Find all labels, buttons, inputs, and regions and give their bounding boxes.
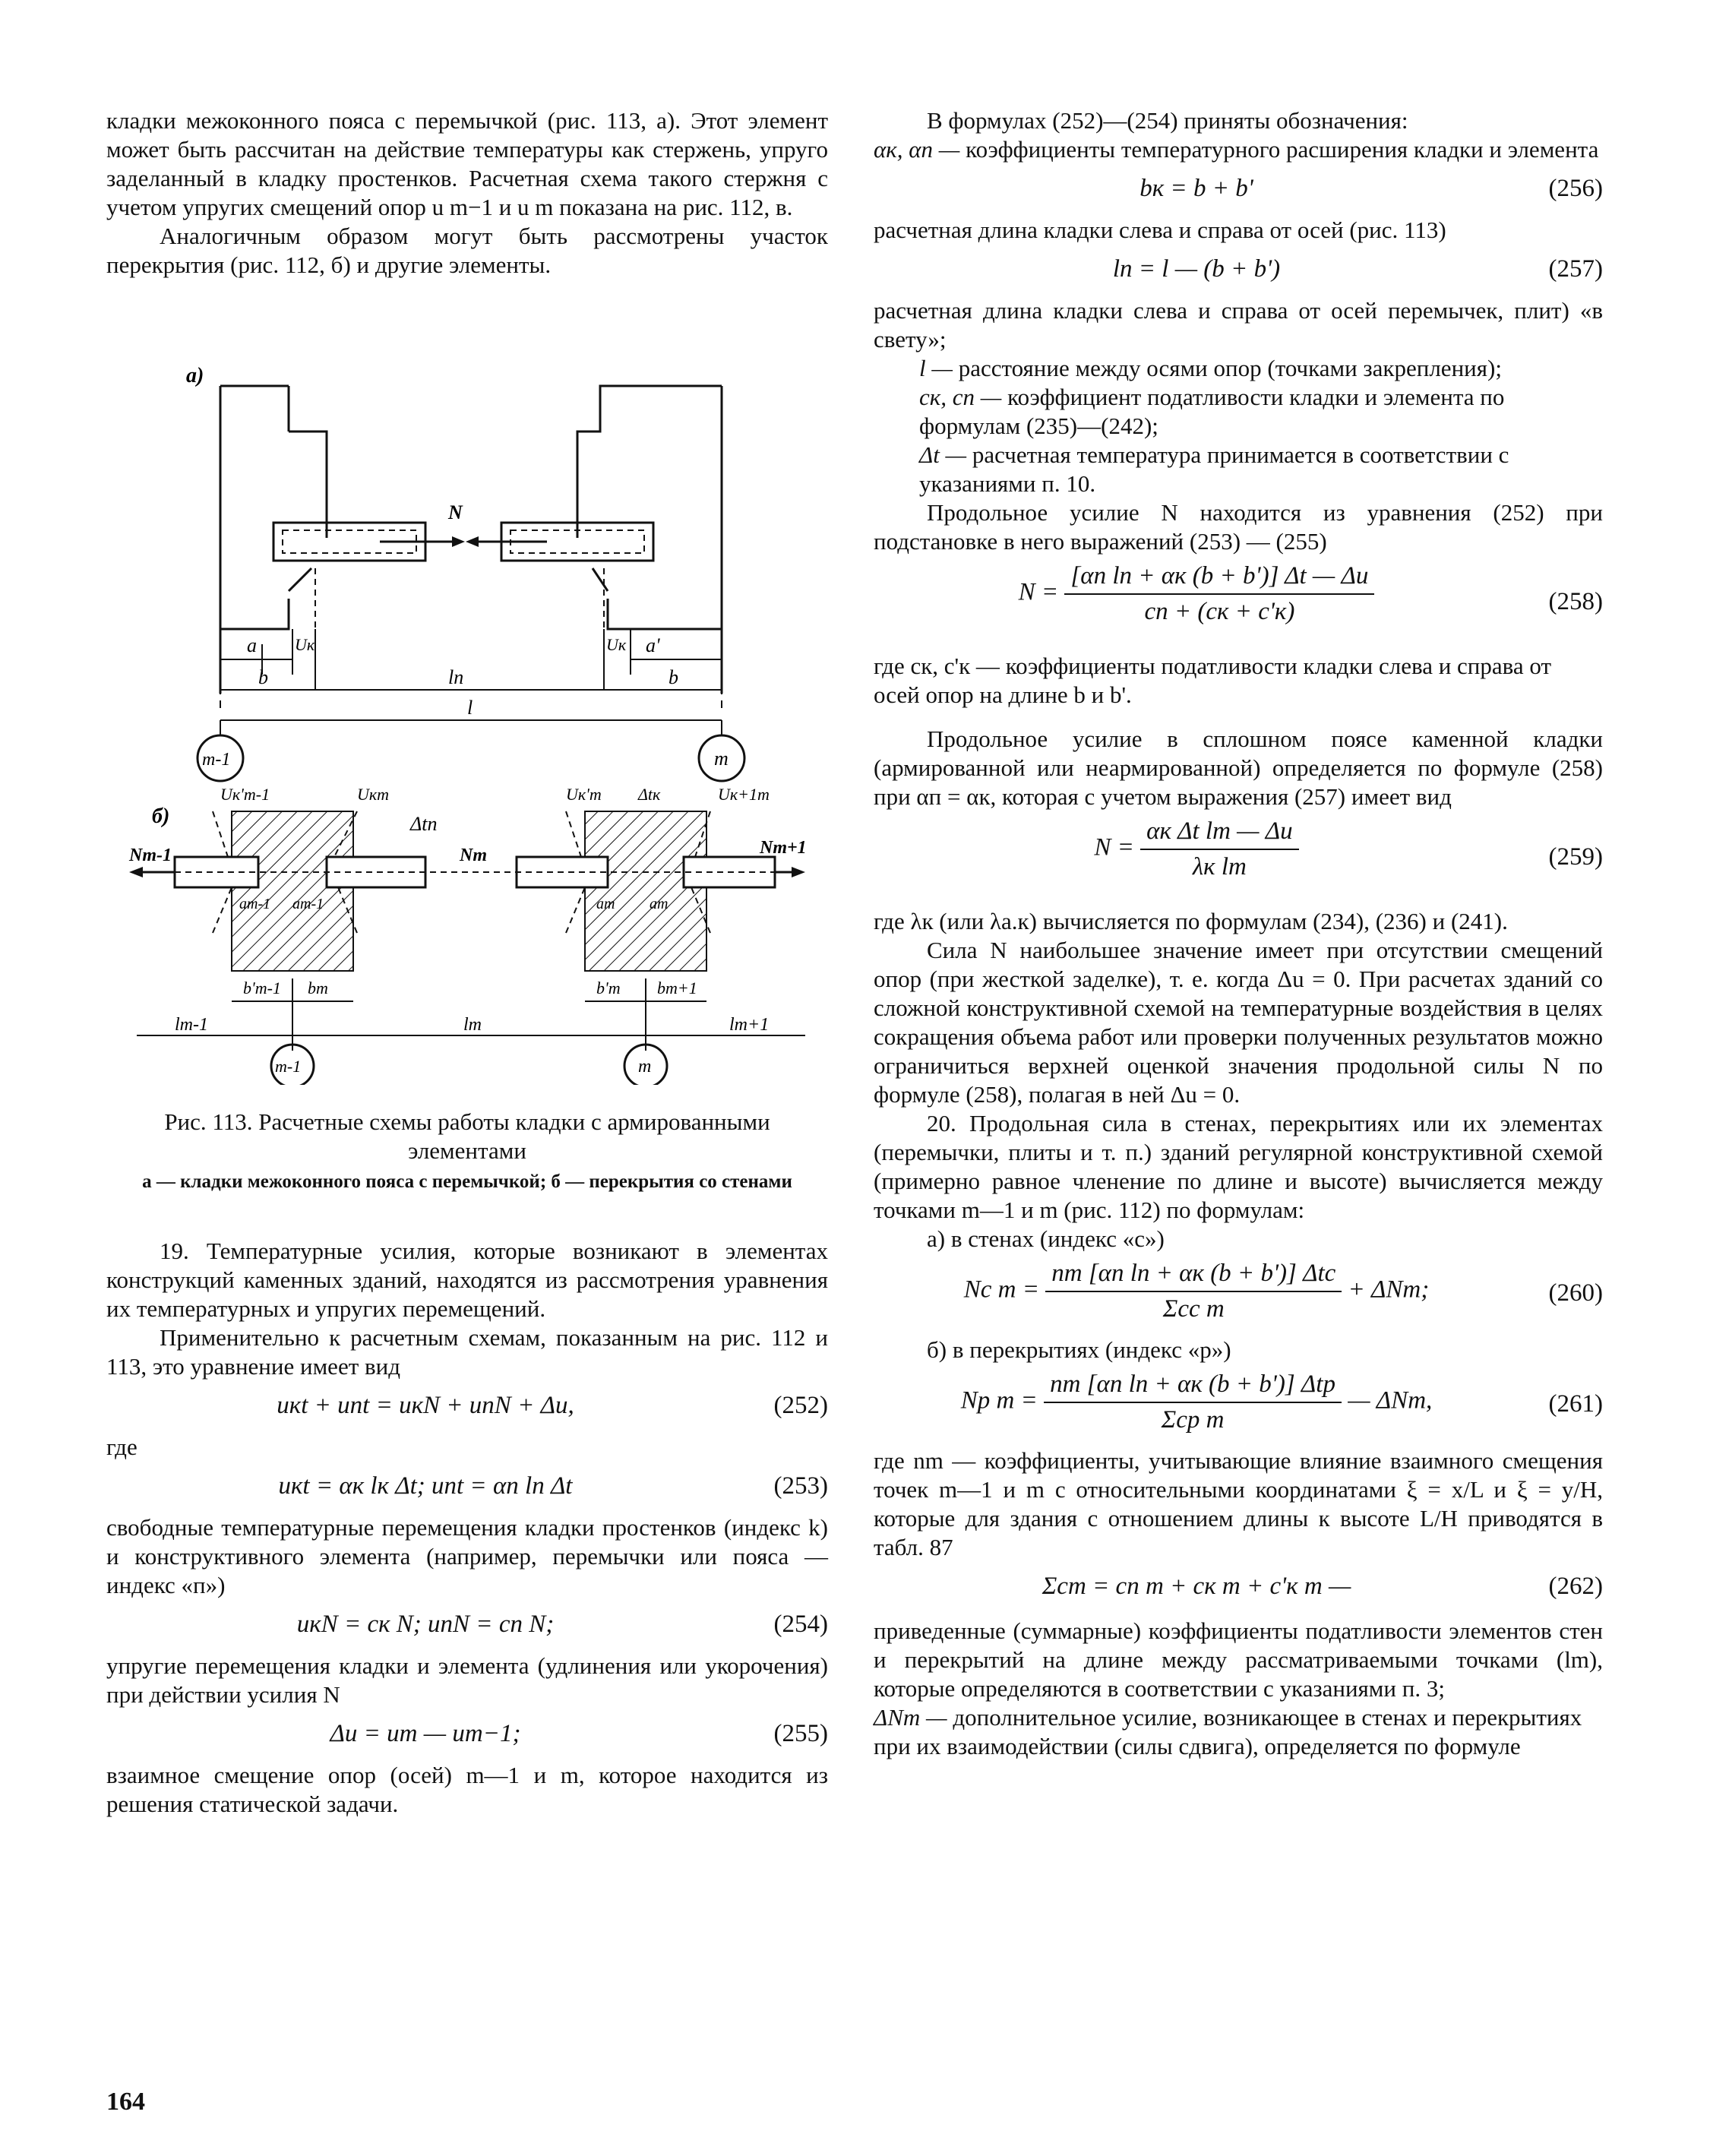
denominator: λк lm — [1192, 853, 1247, 880]
paragraph: приведенные (суммарные) коэффициенты податливости элементов стен и перекрытий на длине между рассматриваемыми точками (lm), которые определяются в соответствии с указаниями п. 3; — [874, 1617, 1603, 1702]
paragraph: свободные температурные перемещения кладки простенков (индекс k) и конструктивного элемента (например, перемычки или пояса — индекс «п») — [106, 1514, 828, 1598]
label-uk-left: Uк — [295, 635, 315, 654]
definition-symbol: Δt — — [919, 441, 967, 468]
equation-expression — [874, 1260, 1519, 1323]
definition-row — [874, 135, 1603, 164]
label-a-dim: a — [247, 634, 257, 656]
definition-symbol: cк, cп — — [919, 384, 1002, 410]
label-dt-n: Δtп — [410, 813, 438, 835]
equation-lhs: N = — [1018, 578, 1059, 606]
paragraph: расчетная длина кладки слева и справа от осей перемычек, плит) «в свету»; — [874, 297, 1603, 352]
equation-expression: uкt + uпt = uкN + uпN + Δu, — [277, 1392, 574, 1419]
label-N-m: Nm — [460, 846, 487, 865]
label-ln: lп — [448, 666, 464, 688]
paragraph: взаимное смещение опор (осей) m—1 и m, которое находится из решения статической задачи. — [106, 1762, 828, 1817]
paragraph: а) в стенах (индекс «с») — [927, 1225, 1165, 1252]
label-l-m-1: lm-1 — [175, 1015, 208, 1035]
paragraph: 19. Температурные усилия, которые возникают в элементах конструкций каменных зданий, находятся из рассмотрения уравнения их температурных и упругих перемещений. — [106, 1238, 828, 1322]
axis-m-a: m — [714, 748, 729, 770]
label-l-m: lm — [463, 1015, 482, 1035]
label-a: а) — [186, 364, 204, 387]
equation-expression: bк = b + b' — [1139, 175, 1253, 202]
equation-tail: + ΔNm; — [1348, 1276, 1430, 1304]
paragraph: Сила N наибольшее значение имеет при отсутствии смещений опор (при жесткой заделке), т. е. когда Δu = 0. При расчетах зданий со сложной конструктивной схемой на температурные воздействия в целях сокращения объема работ или проверки полученных результатов можно ограничиться верхней оценкой значения продольной силы N по формуле (258), полагая в ней Δu = 0. — [874, 937, 1603, 1108]
label-Uk-m-1-right: Uк+1m — [718, 785, 770, 804]
figure-113 — [106, 295, 828, 1206]
equation-number: (261) — [1548, 1390, 1603, 1418]
definition-symbol: αк, αп — — [874, 136, 960, 163]
figure-caption: Рис. 113. Расчетные схемы работы кладки с армированными элементами — [164, 1108, 770, 1164]
label-a-m-1-b: am-1 — [292, 896, 324, 912]
definition-text: коэффициенты температурного расширения кладки и элемента — [966, 136, 1599, 163]
equation-expression: lп = l — (b + b') — [1112, 255, 1281, 283]
equation-number: (253) — [773, 1472, 828, 1500]
equation-253 — [106, 1468, 828, 1507]
axis-m-b: m — [638, 1057, 652, 1076]
label-N-m-1: Nm-1 — [129, 846, 172, 865]
label-l-m-plus-1: lm+1 — [729, 1015, 770, 1035]
equation-expression — [874, 817, 1519, 881]
equation-257 — [874, 251, 1603, 290]
paragraph: расчетная длина кладки слева и справа от осей (рис. 113) — [874, 217, 1446, 243]
equation-number: (260) — [1548, 1279, 1603, 1307]
equation-254 — [106, 1606, 828, 1645]
label-b-m: bm — [308, 978, 328, 997]
equation-number: (255) — [773, 1720, 828, 1747]
equation-261 — [874, 1370, 1603, 1440]
label-N-m-plus-1: Nm+1 — [760, 838, 807, 858]
definition-text: коэффициенты податливости кладки слева и справа от осей опор на длине b и b'. — [874, 653, 1552, 708]
definition-list — [874, 1703, 1603, 1761]
label-a-m: am — [596, 896, 615, 912]
label-Uk-m-1: Uкʹm-1 — [220, 785, 270, 804]
fraction — [1044, 1370, 1342, 1434]
fraction — [1140, 817, 1299, 881]
left-column — [106, 106, 828, 1819]
equation-number: (257) — [1548, 255, 1603, 283]
equation-expression: uкt = αк lк Δt; uпt = αп lп Δt — [278, 1472, 573, 1500]
numerator: nm [αп lп + αк (b + b')] Δtс — [1045, 1260, 1342, 1292]
page-number: 164 — [106, 2088, 145, 2116]
paragraph: 20. Продольная сила в стенах, перекрытиях или их элементах (перемычки, плиты и т. п.) зданий регулярной конструктивной схемой (примерно равное членение по длине и высоте) вычисляется между точками m—1 и m (рис. 112) по формулам: — [874, 1110, 1603, 1223]
label-l: l — [467, 697, 473, 719]
equation-number: (254) — [773, 1611, 828, 1638]
numerator: [αп lп + αк (b + b')] Δt — Δu — [1064, 562, 1374, 595]
paragraph: упругие перемещения кладки и элемента (удлинения или укорочения) при действии усилия N — [106, 1652, 828, 1708]
figure-113-drawing — [106, 295, 828, 1085]
definition-symbol: l — — [919, 355, 953, 381]
label-b-m-1: bʹm-1 — [243, 978, 281, 997]
equation-expression — [874, 562, 1519, 626]
paragraph: кладки межоконного пояса с перемычкой (рис. 113, а). Этот элемент может быть рассчитан на действие температуры как стержень, упруго заделанный в кладку простенков. Расчетная схема такого стержня с учетом упругих смещений опор u m−1 и u m показана на рис. 112, в. — [106, 107, 828, 220]
paragraph: где — [106, 1434, 137, 1460]
definition-row — [874, 1703, 1603, 1761]
denominator: Σcс m — [1162, 1295, 1225, 1323]
numerator: nm [αп lп + αк (b + b')] Δtр — [1044, 1370, 1342, 1403]
label-Uk-m-right: Uкʹm — [566, 785, 602, 804]
paragraph — [874, 652, 1603, 710]
definition-text: коэффициент податливости кладки и элемента по формулам (235)—(242); — [919, 384, 1505, 439]
equation-259 — [874, 817, 1603, 901]
equation-256 — [874, 170, 1603, 210]
equation-expression: Σcm = cп m + cк m + c'к m — — [1041, 1573, 1351, 1600]
definition — [874, 135, 1603, 164]
equation-255 — [106, 1715, 828, 1755]
label-b-m-plus-1: bm+1 — [657, 978, 697, 997]
label-N: N — [448, 501, 463, 523]
definition-symbol: ΔNm — — [874, 1704, 947, 1731]
definition-row — [919, 441, 1603, 498]
definition-symbol: где cк, c'к — — [874, 653, 1000, 679]
label-dt-k: Δtк — [638, 785, 661, 804]
equation-260 — [874, 1260, 1603, 1329]
equation-262 — [874, 1568, 1603, 1608]
equation-number: (262) — [1548, 1573, 1603, 1600]
equation-252 — [106, 1387, 828, 1427]
label-a-m-b: am — [650, 896, 669, 912]
paragraph: В формулах (252)—(254) приняты обозначения: — [927, 107, 1408, 134]
paragraph: б) в перекрытиях (индекс «р») — [927, 1336, 1231, 1363]
equation-expression: Δu = um — um−1; — [330, 1720, 521, 1747]
paragraph: где λк (или λа.к) вычисляется по формулам (234), (236) и (241). — [874, 908, 1508, 934]
equation-lhs: Nс m = — [963, 1276, 1039, 1304]
denominator: Σcр m — [1161, 1406, 1225, 1434]
paragraph: Аналогичным образом могут быть рассмотрены участок перекрытия (рис. 112, б) и другие элементы. — [106, 223, 828, 278]
paragraph: Продольное усилие в сплошном поясе каменной кладки (армированной или неармированной) определяется по формуле (258) при αп = αк, которая с учетом выражения (257) имеет вид — [874, 726, 1603, 810]
definition-text: дополнительное усилие, возникающее в стенах и перекрытиях при их взаимодействии (силы сдвига), определяется по формуле — [874, 1704, 1582, 1759]
definition-text: расчетная температура принимается в соответствии с указаниями п. 10. — [919, 441, 1509, 497]
label-b-right: b — [669, 666, 678, 688]
label-b: б) — [152, 805, 170, 828]
label-b-m-right: bʹm — [596, 978, 621, 997]
equation-number: (256) — [1548, 175, 1603, 202]
fraction — [1064, 562, 1374, 626]
axis-m-1-b: m-1 — [275, 1057, 302, 1076]
axis-m-1-a: m-1 — [202, 750, 231, 770]
equation-number: (252) — [773, 1392, 828, 1419]
definition-list — [874, 354, 1603, 498]
equation-number: (258) — [1548, 588, 1603, 615]
paragraph: где nm — коэффициенты, учитывающие влияние взаимного смещения точек m—1 и m с относительными координатами ξ = x/L и ξ = y/H, которые для здания с отношением длины к высоте L/H приводятся в табл. 87 — [874, 1447, 1603, 1560]
definition-row — [919, 354, 1603, 383]
definition-row — [919, 383, 1603, 441]
label-uk-right: Uк — [606, 635, 627, 654]
label-a-m-1: am-1 — [239, 896, 271, 912]
fraction — [1045, 1260, 1342, 1323]
label-Uk-m: Uкm — [357, 785, 390, 804]
paragraph: Продольное усилие N находится из уравнения (252) при подстановке в него выражений (253) — (255) — [874, 499, 1603, 555]
numerator: αк Δt lm — Δu — [1140, 817, 1299, 850]
definition-text: расстояние между осями опор (точками закрепления); — [958, 355, 1502, 381]
equation-lhs: Nр m = — [960, 1386, 1038, 1415]
label-b-left: b — [258, 666, 268, 688]
equation-tail: — ΔNm, — [1348, 1386, 1433, 1415]
right-column — [874, 106, 1603, 1761]
equation-expression — [874, 1370, 1519, 1434]
denominator: cп + (cк + c'к) — [1144, 598, 1295, 625]
label-a-prime: a' — [646, 634, 660, 656]
equation-lhs: N = — [1094, 833, 1134, 861]
equation-expression: uкN = cк N; uпN = cп N; — [296, 1611, 555, 1638]
figure-subcaption: а — кладки межоконного пояса с перемычкой; б — перекрытия со стенами — [142, 1171, 792, 1192]
equation-258 — [874, 562, 1603, 646]
equation-number: (259) — [1548, 843, 1603, 871]
paragraph: Применительно к расчетным схемам, показанным на рис. 112 и 113, это уравнение имеет вид — [106, 1324, 828, 1380]
